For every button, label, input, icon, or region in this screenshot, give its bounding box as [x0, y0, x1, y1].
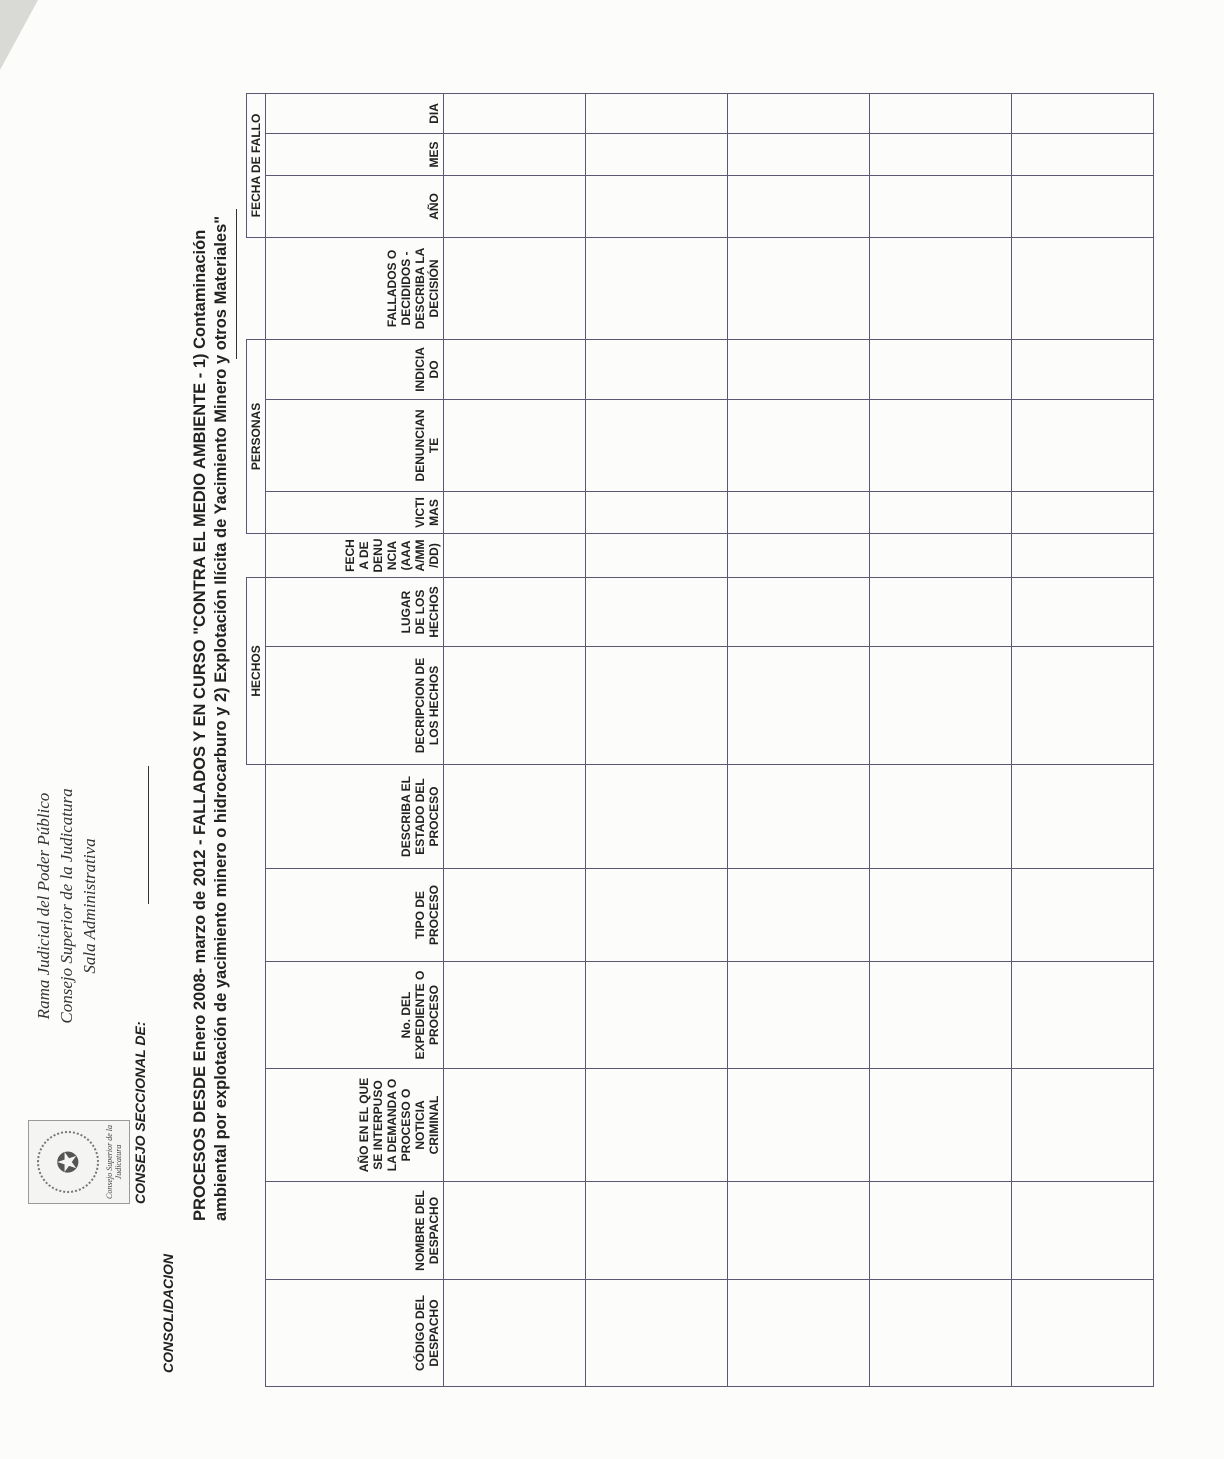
cell-codigo[interactable] — [1012, 1280, 1154, 1387]
cell-tipo[interactable] — [586, 869, 728, 962]
group-personas: PERSONAS — [247, 339, 266, 533]
col-lugar-hechos: LUGAR DE LOS HECHOS — [266, 577, 444, 646]
form-title-line-2: ambiental por explotación de yacimiento minero o hidrocarburo y 2) Explotación Ilícita de Yacimiento Minero y otros Materiales" — [212, 215, 230, 1221]
consolidacion-label: CONSOLIDACION — [160, 1254, 176, 1373]
cell-tipo[interactable] — [1012, 869, 1154, 962]
cell-estado[interactable] — [870, 764, 1012, 868]
cell-nombre[interactable] — [728, 1182, 870, 1280]
cell-anio[interactable] — [728, 1069, 870, 1182]
cell-victimas[interactable] — [1012, 491, 1154, 533]
cell-denunciante[interactable] — [1012, 399, 1154, 491]
col-descripcion-hechos: DECRIPCION DE LOS HECHOS — [266, 646, 444, 764]
col-denunciante: DENUNCIAN TE — [266, 399, 444, 491]
cell-descripcion[interactable] — [586, 646, 728, 764]
cell-anio-fallo[interactable] — [1012, 175, 1154, 237]
col-codigo-despacho: CÓDIGO DEL DESPACHO — [266, 1280, 444, 1387]
col-anio-interpuso: AÑO EN EL QUE SE INTERPUSO LA DEMANDA O PROCESO O NOTICIA CRIMINAL — [266, 1069, 444, 1182]
cell-descripcion[interactable] — [870, 646, 1012, 764]
logo-caption: Consejo Superior de la Judicatura — [105, 1125, 123, 1199]
col-indiciado: INDICIA DO — [266, 339, 444, 399]
form-title-line-1: PROCESOS DESDE Enero 2008- marzo de 2012 - FALLADOS Y EN CURSO "CONTRA EL MEDIO AMBIENTE - 1) Contaminación — [191, 229, 209, 1221]
cell-fecha-denuncia[interactable] — [1012, 533, 1154, 577]
cell-dia[interactable] — [444, 93, 586, 133]
col-nombre-despacho: NOMBRE DEL DESPACHO — [266, 1182, 444, 1280]
cell-estado[interactable] — [586, 764, 728, 868]
col-tipo-proceso: TIPO DE PROCESO — [266, 869, 444, 962]
table-row — [728, 93, 870, 1386]
consejo-seccional-label: CONSEJO SECCIONAL DE: — [132, 1021, 148, 1204]
cell-mes[interactable] — [728, 133, 870, 175]
cell-fallados[interactable] — [444, 237, 586, 339]
cell-mes[interactable] — [444, 133, 586, 175]
cell-nombre[interactable] — [870, 1182, 1012, 1280]
group-fecha-fallo: FECHA DE FALLO — [247, 93, 266, 237]
process-table — [246, 93, 1154, 1387]
cell-expediente[interactable] — [586, 962, 728, 1069]
institution-line-2: Consejo Superior de la Judicatura — [57, 788, 76, 1024]
cell-fecha-denuncia[interactable] — [870, 533, 1012, 577]
cell-anio[interactable] — [870, 1069, 1012, 1182]
cell-fecha-denuncia[interactable] — [444, 533, 586, 577]
cell-tipo[interactable] — [444, 869, 586, 962]
cell-dia[interactable] — [1012, 93, 1154, 133]
col-fecha-denuncia: FECH A DE DENU NCIA (AAA A/MM /DD) — [266, 533, 444, 577]
cell-victimas[interactable] — [870, 491, 1012, 533]
cell-denunciante[interactable] — [728, 399, 870, 491]
group-hechos: HECHOS — [247, 577, 266, 764]
cell-codigo[interactable] — [870, 1280, 1012, 1387]
cell-tipo[interactable] — [870, 869, 1012, 962]
col-fallados-decision: FALLADOS O DECIDIDOS - DESCRIBA LA DECISIÓN — [266, 237, 444, 339]
institution-line-3: Sala Administrativa — [80, 838, 99, 974]
cell-lugar[interactable] — [444, 577, 586, 646]
cell-fallados[interactable] — [728, 237, 870, 339]
cell-descripcion[interactable] — [728, 646, 870, 764]
col-anio-fallo: AÑO — [266, 175, 444, 237]
cell-denunciante[interactable] — [870, 399, 1012, 491]
header-spacer — [247, 764, 266, 1386]
table-body — [444, 93, 1154, 1386]
cell-fecha-denuncia[interactable] — [586, 533, 728, 577]
cell-fallados[interactable] — [870, 237, 1012, 339]
table-row — [870, 93, 1012, 1386]
institution-name — [32, 726, 101, 1086]
cell-expediente[interactable] — [728, 962, 870, 1069]
institution-logo — [28, 1120, 130, 1204]
title-underline — [236, 209, 237, 359]
cell-dia[interactable] — [870, 93, 1012, 133]
cell-victimas[interactable] — [444, 491, 586, 533]
cell-codigo[interactable] — [444, 1280, 586, 1387]
cell-indiciado[interactable] — [870, 339, 1012, 399]
cell-descripcion[interactable] — [1012, 646, 1154, 764]
cell-indiciado[interactable] — [444, 339, 586, 399]
cell-lugar[interactable] — [1012, 577, 1154, 646]
cell-fecha-denuncia[interactable] — [728, 533, 870, 577]
table-row — [1012, 93, 1154, 1386]
cell-expediente[interactable] — [870, 962, 1012, 1069]
cell-anio-fallo[interactable] — [728, 175, 870, 237]
cell-denunciante[interactable] — [444, 399, 586, 491]
cell-anio-fallo[interactable] — [444, 175, 586, 237]
cell-victimas[interactable] — [728, 491, 870, 533]
cell-dia[interactable] — [586, 93, 728, 133]
cell-estado[interactable] — [444, 764, 586, 868]
col-dia-fallo: DIA — [266, 93, 444, 133]
column-header-row — [266, 93, 444, 1386]
cell-anio-fallo[interactable] — [586, 175, 728, 237]
header-spacer — [247, 237, 266, 339]
cell-mes[interactable] — [870, 133, 1012, 175]
cell-descripcion[interactable] — [444, 646, 586, 764]
table-row — [586, 93, 728, 1386]
cell-nombre[interactable] — [444, 1182, 586, 1280]
form-title — [190, 131, 232, 1221]
cell-anio[interactable] — [1012, 1069, 1154, 1182]
cell-fallados[interactable] — [586, 237, 728, 339]
col-mes-fallo: MES — [266, 133, 444, 175]
col-victimas: VICTI MAS — [266, 491, 444, 533]
col-estado-proceso: DESCRIBA EL ESTADO DEL PROCESO — [266, 764, 444, 868]
cell-tipo[interactable] — [728, 869, 870, 962]
cell-expediente[interactable] — [1012, 962, 1154, 1069]
cell-lugar[interactable] — [728, 577, 870, 646]
table-row — [444, 93, 586, 1386]
cell-anio[interactable] — [586, 1069, 728, 1182]
cell-indiciado[interactable] — [1012, 339, 1154, 399]
cell-mes[interactable] — [586, 133, 728, 175]
coat-of-arms-icon: ✪ — [37, 1131, 99, 1193]
header-spacer — [247, 533, 266, 577]
cell-fallados[interactable] — [1012, 237, 1154, 339]
cell-nombre[interactable] — [586, 1182, 728, 1280]
group-header-row — [247, 93, 266, 1386]
cell-anio-fallo[interactable] — [870, 175, 1012, 237]
cell-anio[interactable] — [444, 1069, 586, 1182]
cell-denunciante[interactable] — [586, 399, 728, 491]
cell-victimas[interactable] — [586, 491, 728, 533]
col-no-expediente: No. DEL EXPEDIENTE O PROCESO — [266, 962, 444, 1069]
cell-estado[interactable] — [728, 764, 870, 868]
cell-dia[interactable] — [728, 93, 870, 133]
cell-lugar[interactable] — [870, 577, 1012, 646]
consejo-seccional-blank — [148, 766, 149, 904]
cell-indiciado[interactable] — [586, 339, 728, 399]
cell-expediente[interactable] — [444, 962, 586, 1069]
cell-codigo[interactable] — [586, 1280, 728, 1387]
institution-line-1: Rama Judicial del Poder Público — [34, 792, 53, 1020]
cell-codigo[interactable] — [728, 1280, 870, 1387]
cell-indiciado[interactable] — [728, 339, 870, 399]
cell-nombre[interactable] — [1012, 1182, 1154, 1280]
cell-mes[interactable] — [1012, 133, 1154, 175]
cell-estado[interactable] — [1012, 764, 1154, 868]
cell-lugar[interactable] — [586, 577, 728, 646]
